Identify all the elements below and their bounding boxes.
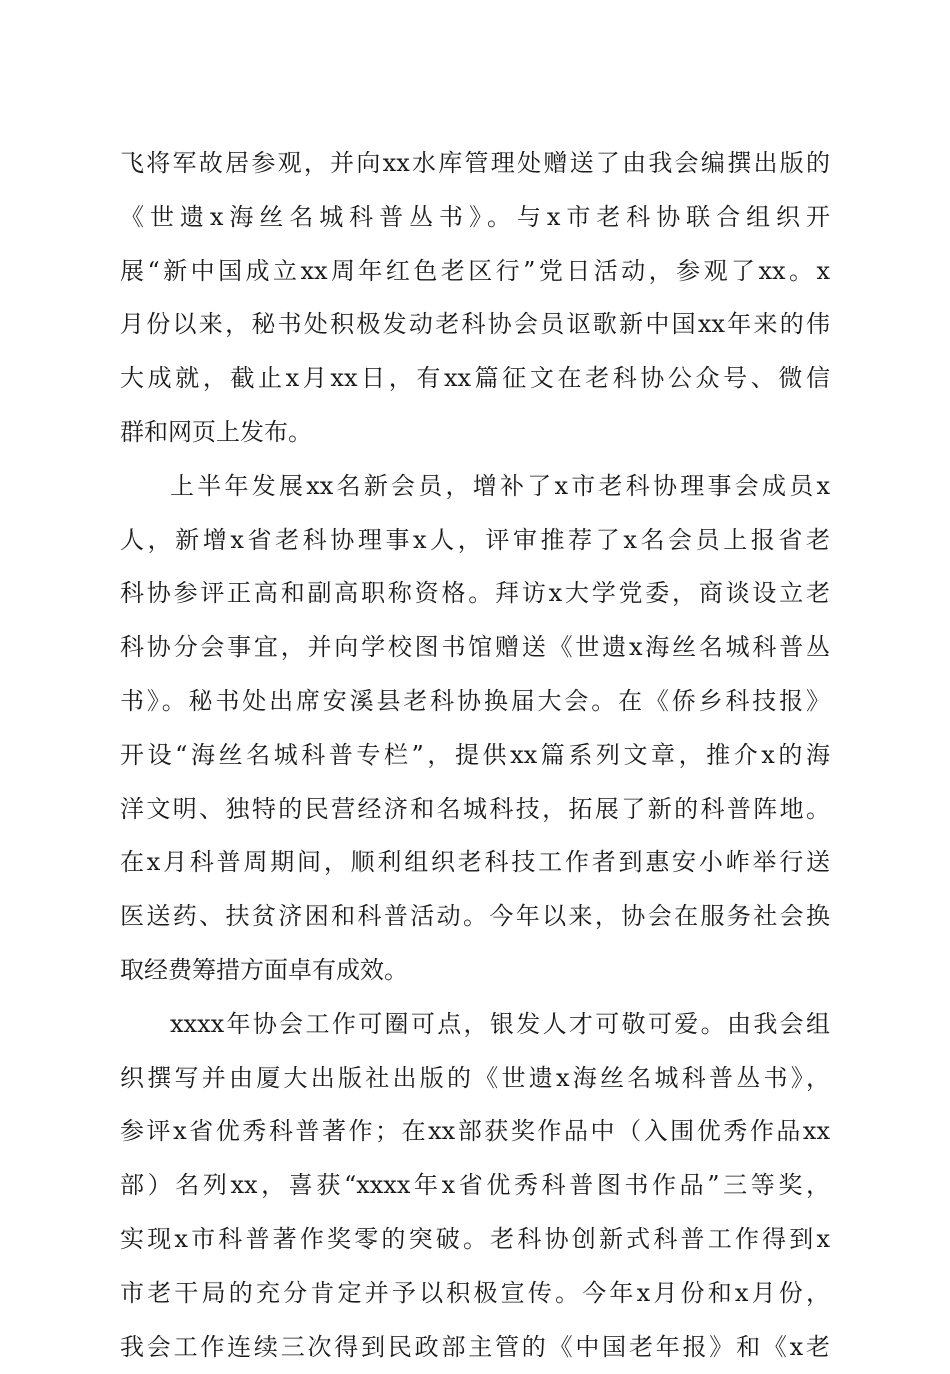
text-line: 开设“海丝名城科普专栏”，提供xx篇系列文章，推介x的海	[120, 740, 830, 769]
text-line: 《世遗x海丝名城科普丛书》。与x市老科协联合组织开	[120, 202, 830, 231]
text-line: 参评x省优秀科普著作；在xx部获奖作品中（入围优秀作品xx	[120, 1117, 830, 1146]
text-line: 月份以来，秘书处积极发动老科协会员讴歌新中国xx年来的伟	[120, 310, 830, 339]
text-line: 大成就，截止x月xx日，有xx篇征文在老科协公众号、微信	[120, 364, 830, 393]
text-line: 织撰写并由厦大出版社出版的《世遗x海丝名城科普丛书》，	[120, 1063, 830, 1092]
text-line: xxxx年协会工作可圈可点，银发人才可敬可爱。由我会组	[170, 1009, 830, 1038]
text-line: 科协参评正高和副高职称资格。拜访x大学党委，商谈设立老	[120, 579, 830, 608]
text-line: 取经费筹措方面卓有成效。	[120, 955, 408, 984]
text-line: 部）名列xx，喜获“xxxx年x省优秀科普图书作品”三等奖，	[120, 1171, 830, 1200]
text-line: 我会工作连续三次得到民政部主管的《中国老年报》和《x老	[120, 1332, 830, 1361]
text-line: 实现x市科普著作奖零的突破。老科协创新式科普工作得到x	[120, 1224, 830, 1253]
text-line: 在x月科普周期间，顺利组织老科技工作者到惠安小岞举行送	[120, 848, 830, 877]
text-line: 洋文明、独特的民营经济和名城科技，拓展了新的科普阵地。	[120, 794, 830, 823]
text-line: 群和网页上发布。	[120, 417, 312, 446]
text-line: 人，新增x省老科协理事x人，评审推荐了x名会员上报省老	[120, 525, 830, 554]
text-line: 书》。秘书处出席安溪县老科协换届大会。在《侨乡科技报》	[120, 686, 830, 715]
text-line: 展“新中国成立xx周年红色老区行”党日活动，参观了xx。x	[120, 256, 830, 285]
text-line: 科协分会事宜，并向学校图书馆赠送《世遗x海丝名城科普丛	[120, 633, 830, 662]
text-line: 上半年发展xx名新会员，增补了x市老科协理事会成员x	[170, 471, 830, 500]
text-line: 医送药、扶贫济困和科普活动。今年以来，协会在服务社会换	[120, 902, 830, 931]
text-line: 市老干局的充分肯定并予以积极宣传。今年x月份和x月份，	[120, 1278, 830, 1307]
document-body	[120, 137, 830, 1374]
text-line: 飞将军故居参观，并向xx水库管理处赠送了由我会编撰出版的	[120, 149, 830, 177]
